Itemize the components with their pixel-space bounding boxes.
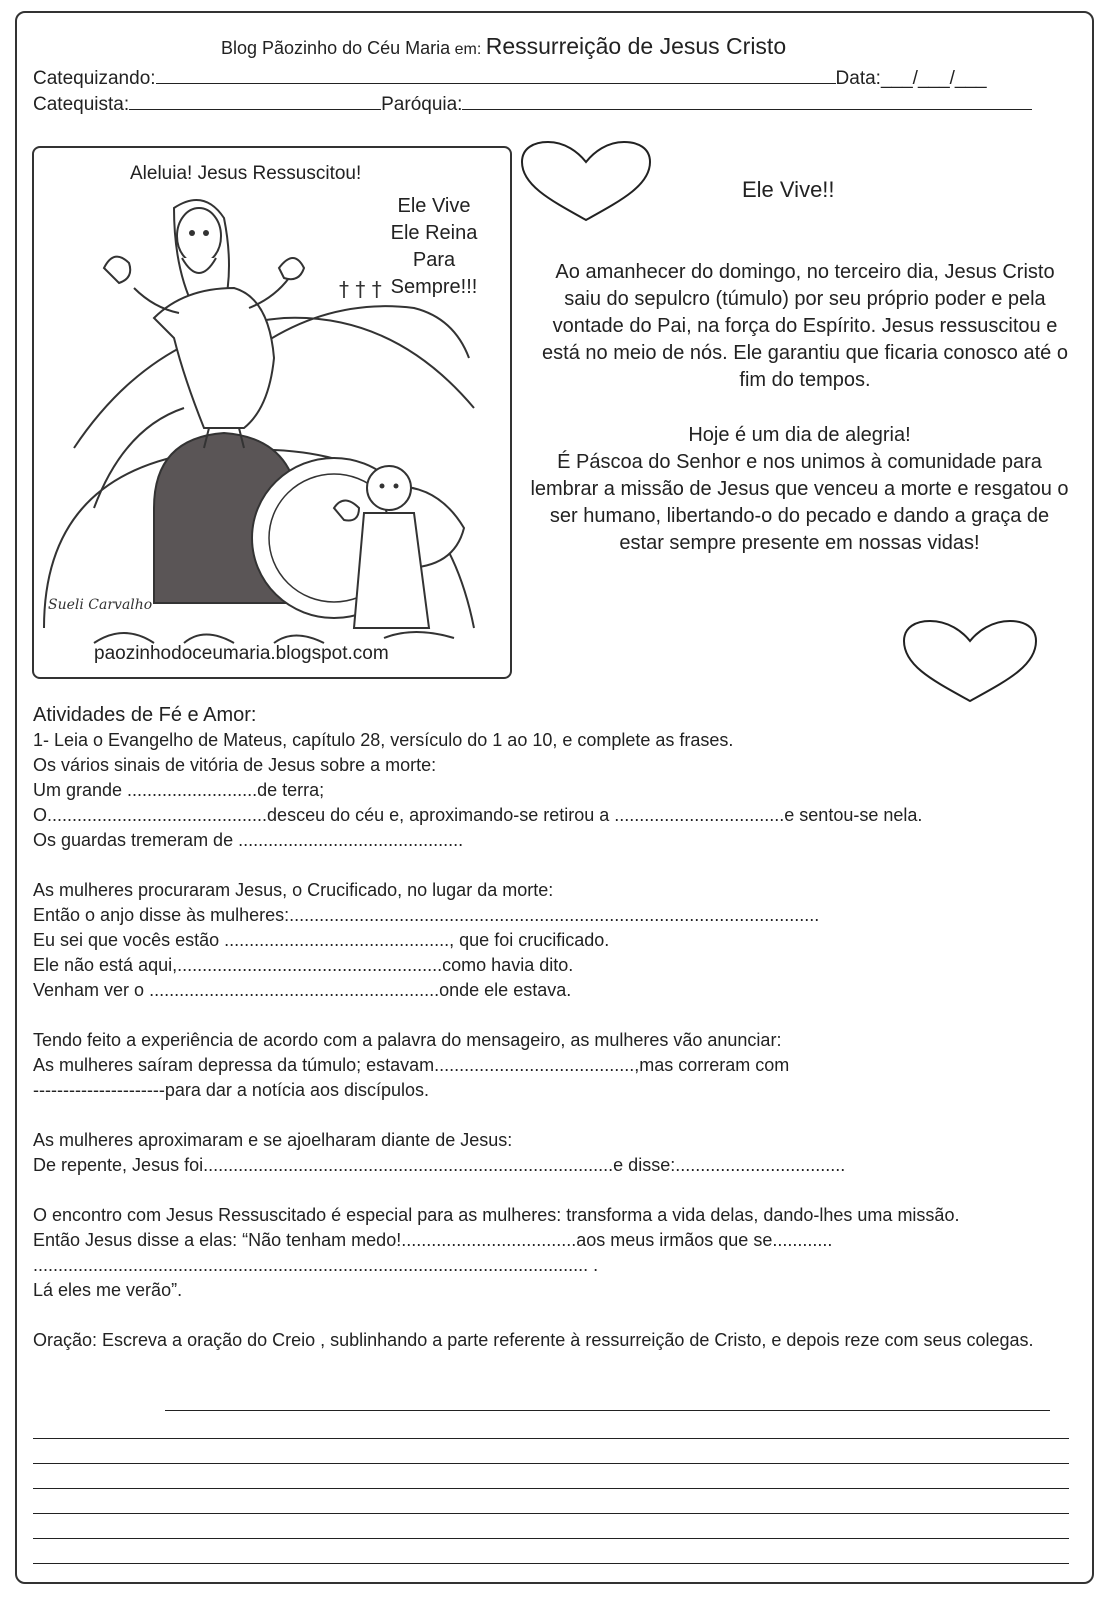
activity-line: Os vários sinais de vitória de Jesus sobre a morte: bbox=[33, 755, 437, 775]
answer-line[interactable] bbox=[33, 1538, 1069, 1539]
catequista-field[interactable] bbox=[129, 92, 381, 110]
catequizando-field[interactable] bbox=[156, 66, 836, 84]
chant-block bbox=[364, 193, 504, 301]
illustration-caption: Aleluia! Jesus Ressuscitou! bbox=[130, 163, 362, 184]
activity-line[interactable]: ............................................................................................................... . bbox=[33, 1255, 599, 1275]
right-heading: Ele Vive!! bbox=[742, 177, 835, 202]
chant-line: Para bbox=[412, 249, 456, 271]
easter-paragraph: É Páscoa do Senhor e nos unimos à comunidade para lembrar a missão de Jesus que venceu a morte e resgatou o ser humano, libertando-o do pecado e dando a graça de estar sempre presente em nossas vidas! bbox=[530, 451, 1069, 554]
activity-line[interactable]: Os guardas tremeram de ............................................. bbox=[33, 830, 464, 850]
activity-line: As mulheres procuraram Jesus, o Crucificado, no lugar da morte: bbox=[33, 880, 554, 900]
website-link[interactable]: paozinhodoceumaria.blogspot.com bbox=[94, 643, 389, 664]
artist-signature: Sueli Carvalho bbox=[48, 597, 153, 613]
data-field[interactable]: ___/___/___ bbox=[880, 68, 987, 89]
prayer-instruction: Oração: Escreva a oração do Creio , sublinhando a parte referente à ressurreição de Cristo, e depois reze com seus colegas. bbox=[33, 1330, 1034, 1350]
worksheet-title: Ressurreição de Jesus Cristo bbox=[485, 33, 787, 59]
activity-line: Tendo feito a experiência de acordo com a palavra do mensageiro, as mulheres vão anunciar: bbox=[33, 1030, 782, 1050]
data-label: Data: bbox=[835, 68, 881, 89]
activity-line: As mulheres aproximaram e se ajoelharam diante de Jesus: bbox=[33, 1130, 513, 1150]
blog-name: Blog Pãozinho do Céu Maria bbox=[221, 38, 451, 58]
spacer bbox=[33, 1003, 1073, 1028]
activity-line[interactable]: Venham ver o ..........................................................onde ele estava. bbox=[33, 980, 572, 1000]
catequista-row bbox=[33, 92, 1032, 116]
catequizando-label: Catequizando: bbox=[33, 68, 156, 89]
joy-heading: Hoje é um dia de alegria! bbox=[688, 424, 911, 446]
em-label: em: bbox=[454, 41, 482, 58]
activity-line: 1- Leia o Evangelho de Mateus, capítulo 28, versículo do 1 ao 10, e complete as frases. bbox=[33, 730, 734, 750]
heart-icon bbox=[520, 140, 652, 225]
activity-line[interactable]: Eu sei que vocês estão ............................................., que foi crucificado. bbox=[33, 930, 610, 950]
activity-line[interactable]: As mulheres saíram depressa da túmulo; estavam........................................,mas correram com bbox=[33, 1055, 790, 1075]
chant-line: Ele Vive bbox=[397, 195, 471, 217]
answer-line[interactable] bbox=[33, 1488, 1069, 1489]
paroquia-field[interactable] bbox=[462, 92, 1032, 110]
chant-line: Sempre!!! bbox=[390, 276, 478, 298]
header-title-row bbox=[221, 33, 786, 60]
prayer-answer-line[interactable] bbox=[165, 1410, 1050, 1411]
activity-line[interactable]: Ele não está aqui,.....................................................como havia dito. bbox=[33, 955, 574, 975]
answer-line[interactable] bbox=[33, 1463, 1069, 1464]
catequizando-row bbox=[33, 66, 987, 90]
spacer bbox=[33, 1178, 1073, 1203]
spacer bbox=[33, 1103, 1073, 1128]
heart-icon bbox=[902, 619, 1038, 704]
paroquia-label: Paróquia: bbox=[381, 94, 463, 115]
activity-line[interactable]: Um grande ..........................de terra; bbox=[33, 780, 325, 800]
illustration-panel bbox=[32, 146, 512, 679]
answer-line[interactable] bbox=[33, 1438, 1069, 1439]
intro-paragraph: Ao amanhecer do domingo, no terceiro dia, Jesus Cristo saiu do sepulcro (túmulo) por seu próprio poder e pela vontade do Pai, na força do Espírito. Jesus ressuscitou e está no meio de nós. Ele garantiu que ficaria conosco até o fim do tempos. bbox=[542, 261, 1068, 391]
answer-line[interactable] bbox=[33, 1563, 1069, 1564]
answer-line[interactable] bbox=[33, 1513, 1069, 1514]
activity-line: Lá eles me verão”. bbox=[33, 1280, 183, 1300]
crosses-text: † † † bbox=[339, 277, 382, 301]
activity-line[interactable]: ----------------------para dar a notícia aos discípulos. bbox=[33, 1080, 430, 1100]
activities-section bbox=[33, 702, 1073, 1353]
activity-line[interactable]: O............................................desceu do céu e, aproximando-se retirou a ..................................e sentou-se nela. bbox=[33, 805, 923, 825]
activity-line[interactable]: Então Jesus disse a elas: “Não tenham medo!...................................aos meus irmãos que se............ bbox=[33, 1230, 833, 1250]
activity-line[interactable]: De repente, Jesus foi..................................................................................e disse:.................................. bbox=[33, 1155, 846, 1175]
activity-line: O encontro com Jesus Ressuscitado é especial para as mulheres: transforma a vida delas, dando-lhes uma missão. bbox=[33, 1205, 960, 1225]
catequista-label: Catequista: bbox=[33, 94, 130, 115]
activities-heading: Atividades de Fé e Amor: bbox=[33, 704, 257, 726]
activity-line[interactable]: Então o anjo disse às mulheres:.......................................................................................................... bbox=[33, 905, 820, 925]
spacer bbox=[33, 1303, 1073, 1328]
spacer bbox=[33, 853, 1073, 878]
chant-line: Ele Reina bbox=[390, 222, 478, 244]
